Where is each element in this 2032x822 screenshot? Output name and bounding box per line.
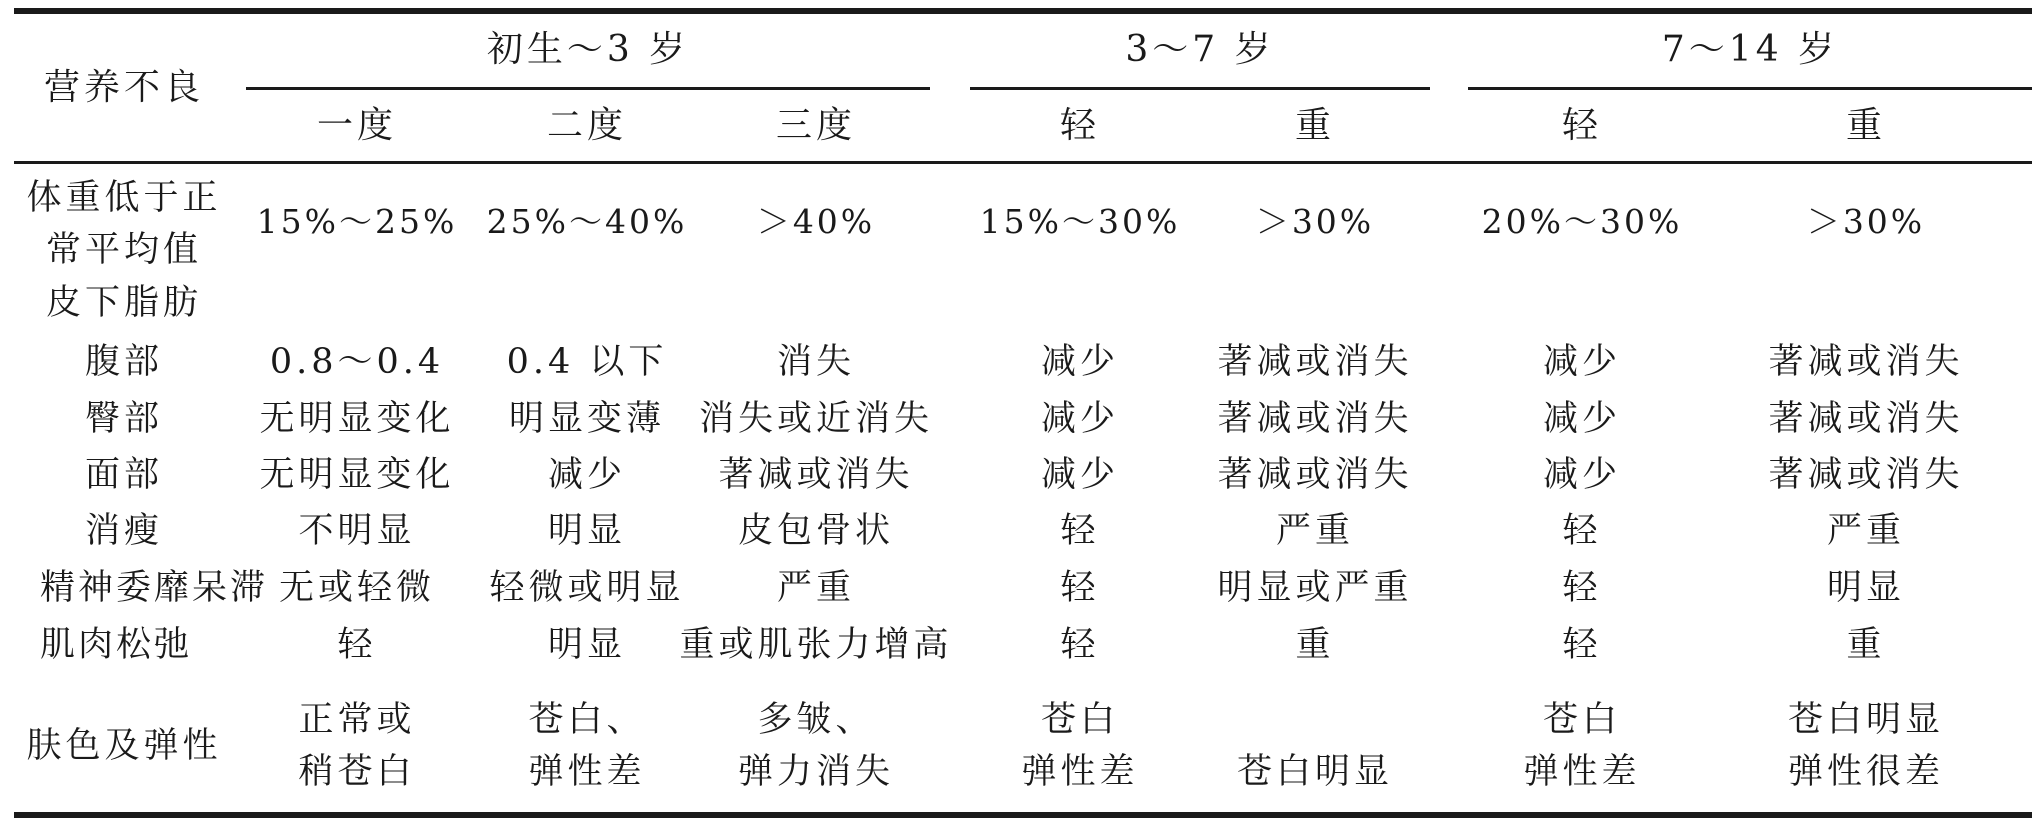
table-cell: 轻 <box>1562 568 1602 608</box>
table-cell: 重或肌张力增高 <box>679 625 953 665</box>
skin-cell-line: 稍苍白 <box>298 752 416 792</box>
sub-header: 三度 <box>775 105 856 147</box>
sub-header: 重 <box>1294 105 1335 147</box>
fat-section-label: 皮下脂肪 <box>45 283 202 323</box>
header-rule <box>14 161 2032 164</box>
table-cell: 减少 <box>1542 399 1621 439</box>
age-group-header: 7～14 岁 <box>1661 29 1839 71</box>
weight-value: ＞40% <box>756 202 876 242</box>
row-label: 肌肉松弛 <box>40 625 193 665</box>
table-cell: 减少 <box>1040 399 1119 439</box>
bottom-rule <box>14 812 2032 818</box>
skin-cell-line: 苍白 <box>1040 700 1119 740</box>
table-cell: 减少 <box>1040 455 1119 495</box>
sub-header: 二度 <box>546 105 627 147</box>
table-cell: 无明显变化 <box>259 399 455 439</box>
weight-row-label <box>14 172 234 276</box>
skin-cell <box>700 690 932 802</box>
row-label: 臀部 <box>84 399 163 439</box>
group-rule-3 <box>1468 87 2032 90</box>
table-cell: 轻微或明显 <box>489 568 685 608</box>
table-cell: 著减或消失 <box>1217 342 1413 382</box>
skin-cell-line: 弹力消失 <box>737 752 894 792</box>
table-cell: 明显 <box>547 625 626 665</box>
skin-cell-line: 苍白 <box>1542 700 1621 740</box>
weight-value: ＞30% <box>1255 202 1375 242</box>
row-label: 腹部 <box>84 342 163 382</box>
table-cell: 0.8～0.4 <box>269 342 445 382</box>
table-cell: 皮包骨状 <box>737 511 894 551</box>
table-cell: 明显或严重 <box>1217 568 1413 608</box>
weight-label-line: 体重低于正 <box>26 178 222 218</box>
top-rule <box>14 8 2032 14</box>
skin-cell-line: 正常或 <box>298 700 416 740</box>
sub-header: 轻 <box>1561 105 1602 147</box>
table-cell: 轻 <box>337 625 377 665</box>
age-group-header: 3～7 岁 <box>1125 29 1275 71</box>
table-cell: 无明显变化 <box>259 455 455 495</box>
table-cell: 重 <box>1846 625 1886 665</box>
weight-label-line: 常平均值 <box>45 230 202 270</box>
sub-header: 重 <box>1845 105 1886 147</box>
skin-cell-line: 弹性差 <box>1523 752 1641 792</box>
skin-cell <box>476 690 698 802</box>
table-cell: 轻 <box>1060 568 1100 608</box>
table-cell: 减少 <box>1542 342 1621 382</box>
table-cell: 减少 <box>1040 342 1119 382</box>
table-cell: 明显 <box>547 511 626 551</box>
table-cell: 不明显 <box>298 511 416 551</box>
skin-cell-line: 弹性很差 <box>1787 752 1944 792</box>
table-cell: 严重 <box>1826 511 1905 551</box>
table-cell: 轻 <box>1562 625 1602 665</box>
skin-cell <box>970 690 1190 802</box>
sub-header: 一度 <box>316 105 397 147</box>
sub-header: 轻 <box>1059 105 1100 147</box>
corner-label: 营养不良 <box>43 67 204 109</box>
table-cell: 减少 <box>1542 455 1621 495</box>
skin-cell-line <box>1307 694 1322 746</box>
skin-cell-line: 多皱、 <box>757 700 875 740</box>
skin-cell-line: 苍白明显 <box>1787 700 1944 740</box>
skin-cell-line: 苍白明显 <box>1236 752 1393 792</box>
table-cell: 明显 <box>1826 568 1905 608</box>
row-label: 精神委靡呆滞 <box>40 568 269 608</box>
skin-cell-line: 苍白、 <box>528 700 646 740</box>
table-cell: 著减或消失 <box>1768 455 1964 495</box>
table-cell: 严重 <box>776 568 855 608</box>
table-cell: 著减或消失 <box>1217 455 1413 495</box>
skin-cell <box>1750 690 1982 802</box>
table-cell: 减少 <box>547 455 626 495</box>
skin-row-label: 肤色及弹性 <box>26 726 222 766</box>
table-cell: 轻 <box>1060 511 1100 551</box>
table-cell: 轻 <box>1562 511 1602 551</box>
row-label: 面部 <box>84 455 163 495</box>
skin-cell-line: 弹性差 <box>1021 752 1139 792</box>
weight-value: 20%～30% <box>1481 202 1683 242</box>
table-cell: 重 <box>1295 625 1335 665</box>
table-cell: 著减或消失 <box>718 455 914 495</box>
table-cell: 著减或消失 <box>1768 399 1964 439</box>
weight-value: ＞30% <box>1806 202 1926 242</box>
age-group-header: 初生～3 岁 <box>486 29 690 71</box>
table-cell: 消失或近消失 <box>699 399 934 439</box>
weight-value: 15%～25% <box>256 202 458 242</box>
skin-cell <box>246 690 468 802</box>
group-rule-2 <box>970 87 1430 90</box>
table-cell: 0.4 以下 <box>506 342 668 382</box>
table-cell: 严重 <box>1275 511 1354 551</box>
table-cell: 著减或消失 <box>1217 399 1413 439</box>
group-rule-1 <box>246 87 930 90</box>
skin-cell <box>1466 690 1698 802</box>
table-cell: 无或轻微 <box>278 568 435 608</box>
row-label: 消瘦 <box>84 511 163 551</box>
table-cell: 明显变薄 <box>508 399 665 439</box>
table-cell: 轻 <box>1060 625 1100 665</box>
weight-value: 25%～40% <box>486 202 688 242</box>
table-cell: 消失 <box>776 342 855 382</box>
skin-cell <box>1200 690 1430 802</box>
weight-value: 15%～30% <box>979 202 1181 242</box>
skin-cell-line: 弹性差 <box>528 752 646 792</box>
table-cell: 著减或消失 <box>1768 342 1964 382</box>
